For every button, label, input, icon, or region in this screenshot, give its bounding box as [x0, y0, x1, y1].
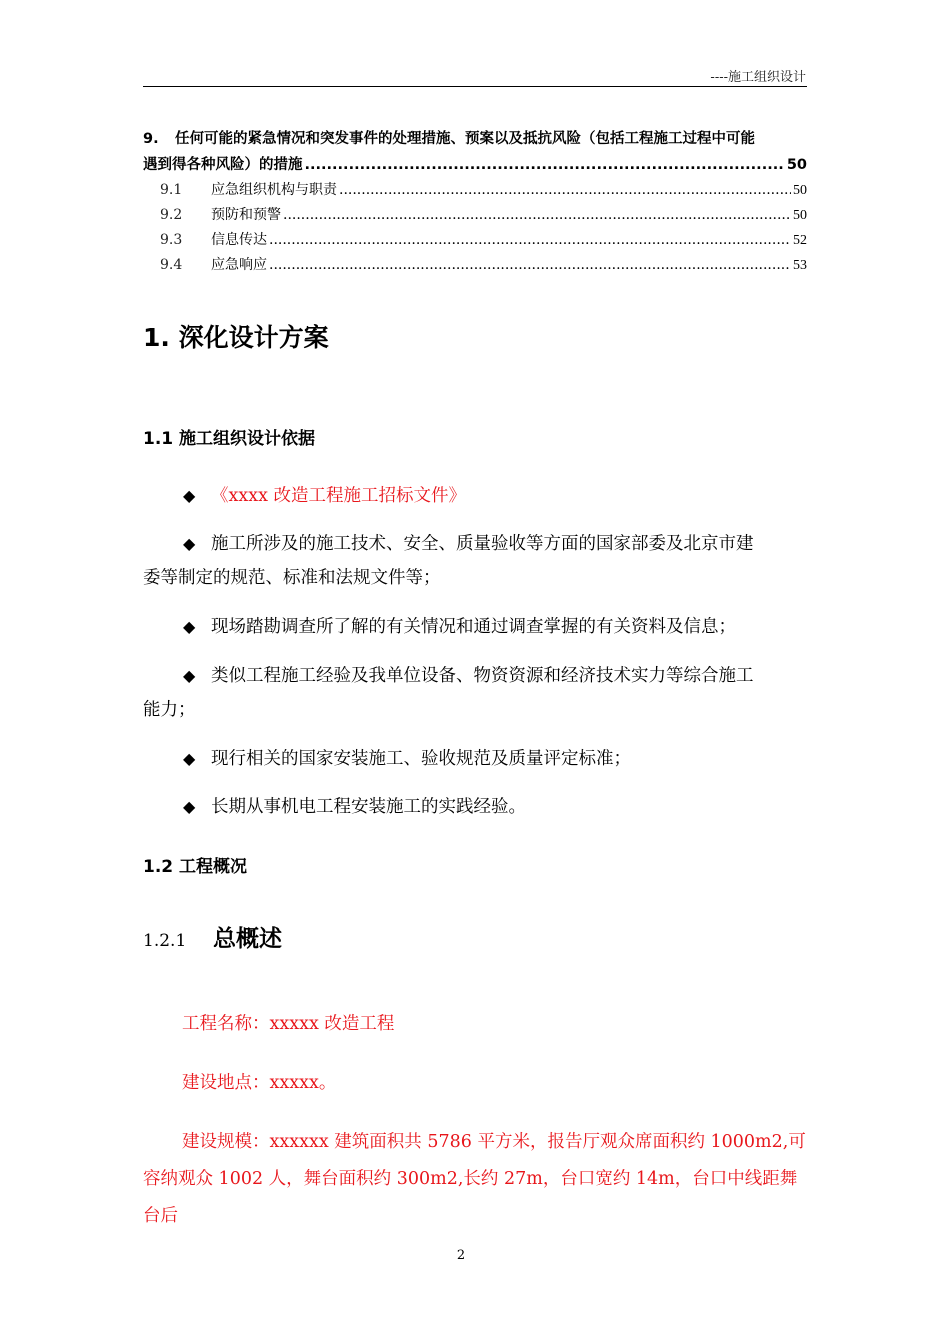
section-heading-1-1: 1.1 施工组织设计依据 [143, 429, 316, 449]
project-location-line: 建设地点：xxxxx。 [182, 1073, 337, 1093]
toc-subentry-number: 9.4 [160, 257, 183, 273]
toc-subentry-page: 50 [793, 183, 807, 198]
project-name-line: 工程名称：xxxxx 改造工程 [182, 1014, 395, 1034]
toc-subentry-page: 50 [793, 208, 807, 223]
toc-entry-number: 9. [143, 131, 159, 147]
toc-subentry-number: 9.3 [160, 232, 183, 248]
bullet-text-continuation: 能力； [143, 700, 196, 720]
bullet-text: 施工所涉及的施工技术、安全、质量验收等方面的国家部委及北京市建 [211, 534, 754, 554]
diamond-bullet-icon: ◆ [183, 666, 196, 685]
bullet-item [143, 659, 807, 727]
page-header-title: ----施工组织设计 [710, 70, 806, 85]
bullet-text: 长期从事机电工程安装施工的实践经验。 [211, 797, 526, 817]
toc-leader-dots [269, 228, 791, 253]
toc-entry-page: 50 [786, 157, 807, 173]
toc-subentry-page: 53 [793, 258, 807, 273]
toc-subentry[interactable] [143, 228, 807, 253]
toc-subentry-page: 52 [793, 233, 807, 248]
bullet-text: 现场踏勘调查所了解的有关情况和通过调查掌握的有关资料及信息； [211, 617, 736, 637]
project-scale-paragraph: 建设规模：xxxxxx 建筑面积共 5786 平方米，报告厅观众席面积约 1000m2,可容纳观众 1002 人，舞台面积约 300m2,长约 27m，台口宽约 14m，台口中线距舞台后 [143, 1132, 806, 1226]
bullet-item [143, 610, 807, 644]
toc-leader-dots [305, 152, 785, 178]
heading-number: 1.2.1 [143, 931, 187, 951]
toc-leader-dots [269, 253, 791, 278]
bullet-text-continuation: 委等制定的规范、标准和法规文件等； [143, 568, 441, 588]
table-of-contents [143, 126, 807, 278]
toc-subentry-number: 9.1 [160, 182, 183, 198]
toc-subentry[interactable] [143, 203, 807, 228]
diamond-bullet-icon: ◆ [183, 617, 196, 636]
toc-subentry-title: 预防和预警 [211, 207, 281, 223]
bullet-item [143, 527, 807, 595]
section-heading-1-2-1 [143, 920, 282, 953]
heading-title: 总概述 [213, 926, 282, 952]
toc-entry-main[interactable] [143, 126, 807, 178]
toc-leader-dots [283, 203, 791, 228]
bullet-text: 现行相关的国家安装施工、验收规范及质量评定标准； [211, 749, 631, 769]
toc-subentry-title: 应急组织机构与职责 [211, 182, 337, 198]
toc-subentry[interactable] [143, 253, 807, 278]
toc-subentry-title: 应急响应 [211, 257, 267, 273]
diamond-bullet-icon: ◆ [183, 534, 196, 553]
toc-entry-title-line2: 遇到得各种风险）的措施 [143, 157, 303, 173]
toc-leader-dots [339, 178, 791, 203]
header-divider [143, 86, 807, 87]
toc-subentry[interactable] [143, 178, 807, 203]
diamond-bullet-icon: ◆ [183, 486, 196, 505]
section-heading-1-2: 1.2 工程概况 [143, 857, 248, 877]
diamond-bullet-icon: ◆ [183, 749, 196, 768]
section-heading-1: 1. 深化设计方案 [143, 323, 329, 352]
toc-subentry-title: 信息传达 [211, 232, 267, 248]
bullet-item [143, 790, 807, 824]
toc-subentry-number: 9.2 [160, 207, 183, 223]
bullet-item [143, 742, 807, 776]
page-number: 2 [456, 1248, 466, 1263]
bullet-item [143, 479, 807, 513]
toc-entry-title-line1: 任何可能的紧急情况和突发事件的处理措施、预案以及抵抗风险（包括工程施工过程中可能 [175, 131, 755, 147]
bullet-text: 类似工程施工经验及我单位设备、物资资源和经济技术实力等综合施工 [211, 666, 754, 686]
bullet-text: 《xxxx 改造工程施工招标文件》 [211, 486, 467, 506]
diamond-bullet-icon: ◆ [183, 797, 196, 816]
